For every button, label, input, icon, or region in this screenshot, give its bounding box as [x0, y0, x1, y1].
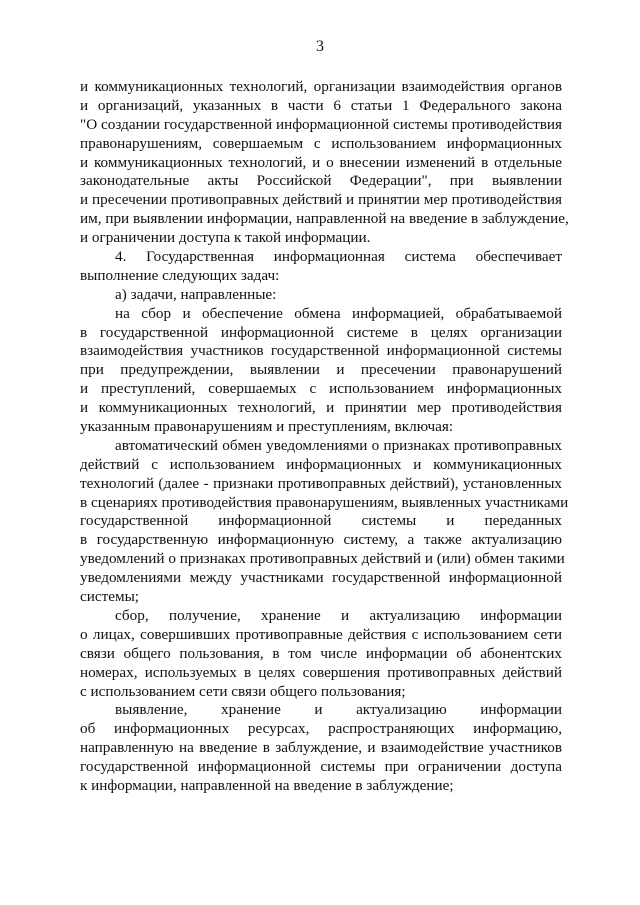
text-line: в сценариях противодействия правонарушениям, выявленных участниками — [80, 493, 569, 511]
text-line: "О создании государственной информационной системы противодействия — [80, 115, 562, 133]
text-line: технологий (далее - признаки противоправных действий), установленных — [80, 474, 562, 492]
text-line: уведомлений о признаках противоправных действий и (или) обмен такими — [80, 550, 565, 568]
text-line: с использованием сети связи общего пользования; — [80, 682, 406, 700]
paragraph — [80, 436, 569, 607]
text-line: и организаций, указанных в части 6 статьи 1 Федерального закона — [80, 96, 562, 114]
text-line: уведомлениями между участниками государственной информационной — [80, 569, 562, 587]
text-line: взаимодействия участников государственной информационной системы — [80, 342, 562, 360]
text-line: и коммуникационных технологий, и о внесении изменений в отдельные — [80, 153, 562, 171]
text-line: и пресечении противоправных действий и принятии мер противодействия — [80, 191, 562, 209]
paragraph — [80, 607, 562, 701]
text-line: автоматический обмен уведомлениями о признаках противоправных — [115, 436, 562, 454]
text-line: связи общего пользования, в том числе информации об абонентских — [80, 644, 562, 662]
text-line: государственной информационной системы при ограничении доступа — [80, 758, 562, 776]
text-line: и коммуникационных технологий, и принятии мер противодействия — [80, 399, 562, 417]
text-line: государственной информационной системы и переданных — [80, 512, 562, 530]
text-line: законодательные акты Российской Федерации", при выявлении — [80, 172, 562, 190]
text-line: при предупреждении, выявлении и пресечении правонарушений — [80, 361, 562, 379]
text-line: выявление, хранение и актуализацию информации — [115, 701, 562, 719]
text-line: на сбор и обеспечение обмена информацией, обрабатываемой — [115, 304, 562, 322]
text-line: и коммуникационных технологий, организации взаимодействия органов — [80, 78, 562, 95]
paragraph — [80, 701, 562, 795]
text-line: о лицах, совершивших противоправные действия с использованием сети — [80, 625, 562, 643]
text-line: об информационных ресурсах, распространяющих информацию, — [80, 720, 562, 738]
text-line: в государственной информационной системе в целях организации — [80, 323, 562, 341]
text-line: им, при выявлении информации, направленной на введение в заблуждение, — [80, 210, 569, 228]
page-number: 3 — [316, 38, 324, 55]
text-line: номерах, используемых в целях совершения противоправных действий — [80, 663, 562, 681]
paragraph — [80, 248, 562, 286]
document-body — [80, 78, 569, 796]
text-line: и ограничении доступа к такой информации. — [80, 229, 371, 247]
text-line: выполнение следующих задач: — [80, 266, 280, 284]
text-line: системы; — [80, 588, 140, 606]
text-line: указанным правонарушениям и преступлениям, включая: — [80, 418, 454, 436]
text-line: к информации, направленной на введение в заблуждение; — [80, 776, 454, 794]
text-line: действий с использованием информационных и коммуникационных — [80, 455, 562, 473]
paragraph — [80, 286, 562, 305]
text-line: направленную на введение в заблуждение, и взаимодействие участников — [80, 739, 562, 757]
text-line: в государственную информационную систему, а также актуализацию — [80, 531, 562, 549]
text-line: и преступлений, совершаемых с использованием информационных — [80, 380, 562, 398]
paragraph — [80, 305, 562, 437]
text-line: а) задачи, направленные: — [115, 285, 277, 303]
text-line: правонарушениям, совершаемым с использованием информационных — [80, 134, 562, 152]
paragraph — [80, 78, 569, 248]
text-line: сбор, получение, хранение и актуализацию информации — [115, 606, 562, 624]
text-line: 4. Государственная информационная система обеспечивает — [115, 248, 562, 266]
